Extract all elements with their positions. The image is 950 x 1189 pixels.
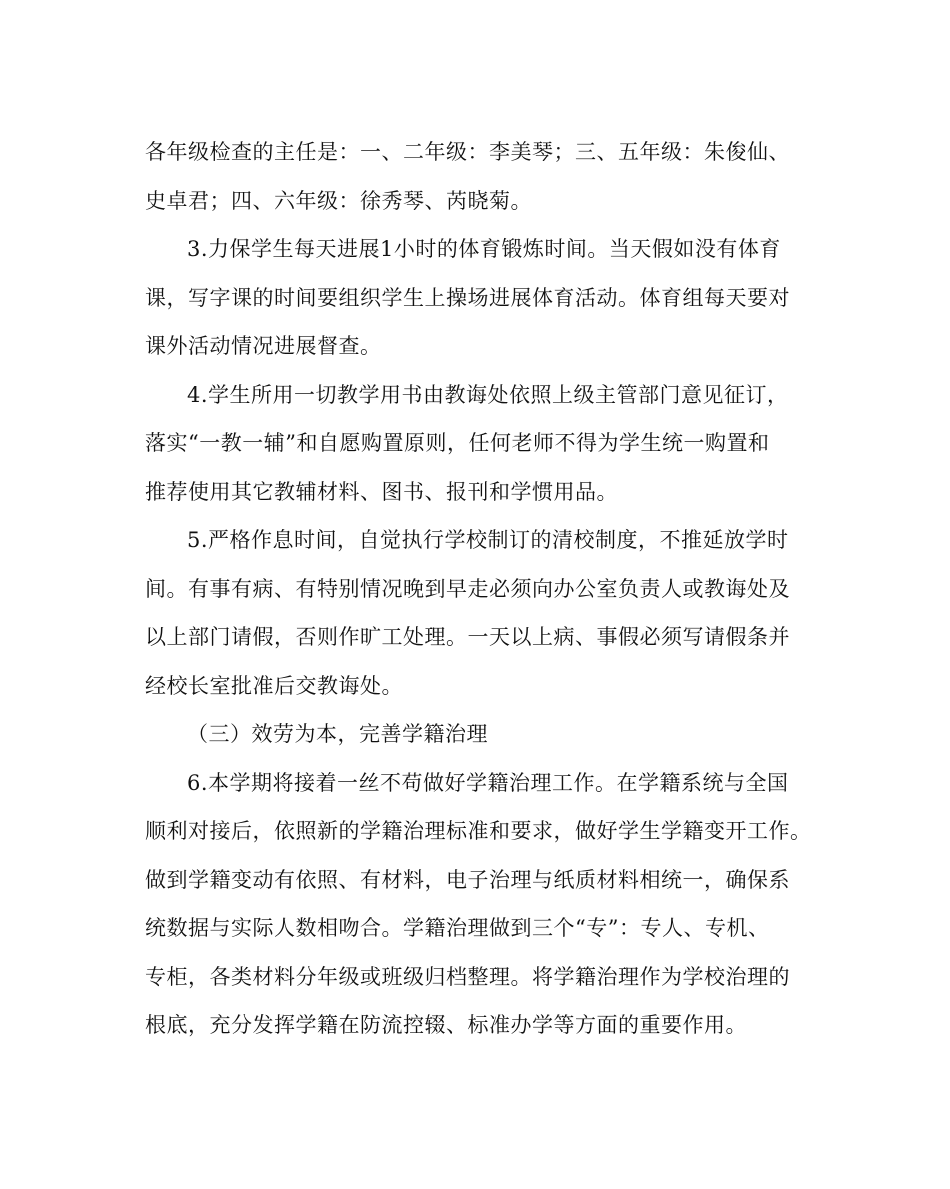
text-line: 6.本学期将接着一丝不苟做好学籍治理工作。在学籍系统与全国	[187, 770, 789, 795]
text-line: 史卓君；四、六年级：徐秀琴、芮晓菊。	[145, 188, 532, 213]
text-line: 根底，充分发挥学籍在防流控辍、标准办学等方面的重要作用。	[145, 1013, 747, 1037]
text-line: 统数据与实际人数相吻合。学籍治理做到三个“专”：专人、专机、	[145, 916, 770, 940]
text-line: 推荐使用其它教辅材料、图书、报刊和学惯用品。	[145, 479, 618, 504]
text-line: 各年级检查的主任是：一、二年级：李美琴；三、五年级：朱俊仙、	[145, 140, 790, 164]
text-line: 经校长室批准后交教诲处。	[145, 673, 403, 698]
text-line: 课，写字课的时间要组织学生上操场进展体育活动。体育组每天要对	[145, 285, 790, 310]
text-line: 以上部门请假，否则作旷工处理。一天以上病、事假必须写请假条并	[145, 625, 790, 649]
section-heading: （三）效劳为本，完善学籍治理	[187, 722, 488, 746]
text-line: 4.学生所用一切教学用书由教诲处依照上级主管部门意见征订，	[187, 382, 789, 407]
text-line: 顺利对接后，依照新的学籍治理标准和要求，做好学生学籍变开工作。	[145, 819, 812, 843]
text-line: 落实“一教一辅”和自愿购置原则，任何老师不得为学生统一购置和	[145, 431, 770, 455]
text-line: 课外活动情况进展督查。	[145, 334, 382, 358]
text-line: 专柜，各类材料分年级或班级归档整理。将学籍治理作为学校治理的	[145, 964, 790, 989]
text-line: 3.力保学生每天进展1小时的体育锻炼时间。当天假如没有体育	[187, 237, 781, 261]
text-line: 做到学籍变动有依照、有材料，电子治理与纸质材料相统一，确保系	[145, 867, 790, 892]
text-line: 5.严格作息时间，自觉执行学校制订的清校制度，不推延放学时	[187, 528, 789, 552]
document-body	[145, 128, 825, 1050]
text-line: 间。有事有病、有特别情况晚到早走必须向办公室负责人或教诲处及	[145, 576, 790, 601]
